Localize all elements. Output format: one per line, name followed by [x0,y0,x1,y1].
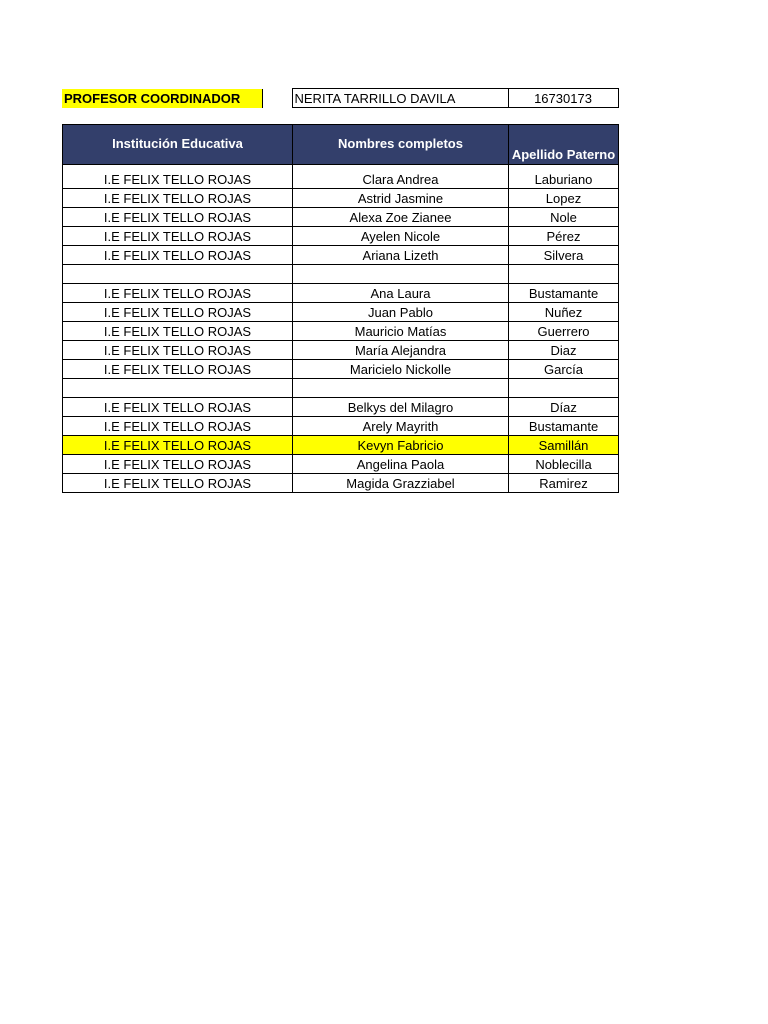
cell-institucion: I.E FELIX TELLO ROJAS [63,246,293,265]
cell-apellido: Samillán [509,436,619,455]
table-row [63,227,619,246]
table-row [63,165,619,189]
coordinator-table [62,88,619,108]
cell-apellido: Nuñez [509,303,619,322]
cell-institucion: I.E FELIX TELLO ROJAS [63,322,293,341]
coordinator-label: PROFESOR COORDINADOR [62,89,262,108]
coordinator-name: NERITA TARRILLO DAVILA [292,89,508,108]
coordinator-gap [262,89,292,108]
table-row [63,341,619,360]
cell-apellido: Diaz [509,341,619,360]
cell-nombres: María Alejandra [293,341,509,360]
table-row [63,360,619,379]
cell-nombres: Angelina Paola [293,455,509,474]
cell-institucion: I.E FELIX TELLO ROJAS [63,436,293,455]
table-header-row [63,125,619,165]
cell-apellido: Díaz [509,398,619,417]
cell-institucion [63,379,293,398]
table-row [63,417,619,436]
cell-nombres: Ariana Lizeth [293,246,509,265]
table-row [63,208,619,227]
cell-apellido [509,379,619,398]
table-row [63,246,619,265]
cell-nombres: Kevyn Fabricio [293,436,509,455]
cell-apellido: Noblecilla [509,455,619,474]
table-row [63,455,619,474]
cell-apellido: Bustamante [509,284,619,303]
cell-nombres: Astrid Jasmine [293,189,509,208]
cell-nombres: Clara Andrea [293,165,509,189]
cell-nombres: Arely Mayrith [293,417,509,436]
coordinator-dni: 16730173 [508,89,618,108]
cell-institucion: I.E FELIX TELLO ROJAS [63,455,293,474]
cell-institucion: I.E FELIX TELLO ROJAS [63,360,293,379]
cell-apellido: Pérez [509,227,619,246]
header-nombres: Nombres completos [293,125,509,165]
cell-apellido: García [509,360,619,379]
header-institucion: Institución Educativa [63,125,293,165]
table-row [63,436,619,455]
cell-institucion [63,265,293,284]
cell-apellido: Ramirez [509,474,619,493]
students-body [63,165,619,493]
cell-nombres: Magida Grazziabel [293,474,509,493]
table-row [63,189,619,208]
cell-nombres: Ana Laura [293,284,509,303]
cell-apellido: Nole [509,208,619,227]
cell-apellido: Bustamante [509,417,619,436]
table-row [63,284,619,303]
table-row [63,303,619,322]
cell-nombres: Juan Pablo [293,303,509,322]
cell-nombres: Belkys del Milagro [293,398,509,417]
cell-institucion: I.E FELIX TELLO ROJAS [63,208,293,227]
cell-institucion: I.E FELIX TELLO ROJAS [63,165,293,189]
cell-nombres: Maricielo Nickolle [293,360,509,379]
table-row [63,322,619,341]
cell-nombres [293,379,509,398]
cell-institucion: I.E FELIX TELLO ROJAS [63,417,293,436]
cell-nombres: Ayelen Nicole [293,227,509,246]
table-row [63,474,619,493]
cell-nombres [293,265,509,284]
cell-nombres: Mauricio Matías [293,322,509,341]
cell-institucion: I.E FELIX TELLO ROJAS [63,284,293,303]
table-spacer-row [63,379,619,398]
cell-apellido [509,265,619,284]
table-row [63,398,619,417]
cell-nombres: Alexa Zoe Zianee [293,208,509,227]
cell-institucion: I.E FELIX TELLO ROJAS [63,398,293,417]
cell-apellido: Laburiano [509,165,619,189]
students-table [62,124,619,493]
cell-apellido: Guerrero [509,322,619,341]
cell-apellido: Lopez [509,189,619,208]
cell-institucion: I.E FELIX TELLO ROJAS [63,303,293,322]
cell-apellido: Silvera [509,246,619,265]
cell-institucion: I.E FELIX TELLO ROJAS [63,227,293,246]
cell-institucion: I.E FELIX TELLO ROJAS [63,189,293,208]
header-apellido: Apellido Paterno [509,125,619,165]
table-spacer-row [63,265,619,284]
cell-institucion: I.E FELIX TELLO ROJAS [63,341,293,360]
cell-institucion: I.E FELIX TELLO ROJAS [63,474,293,493]
coordinator-row [62,89,618,108]
